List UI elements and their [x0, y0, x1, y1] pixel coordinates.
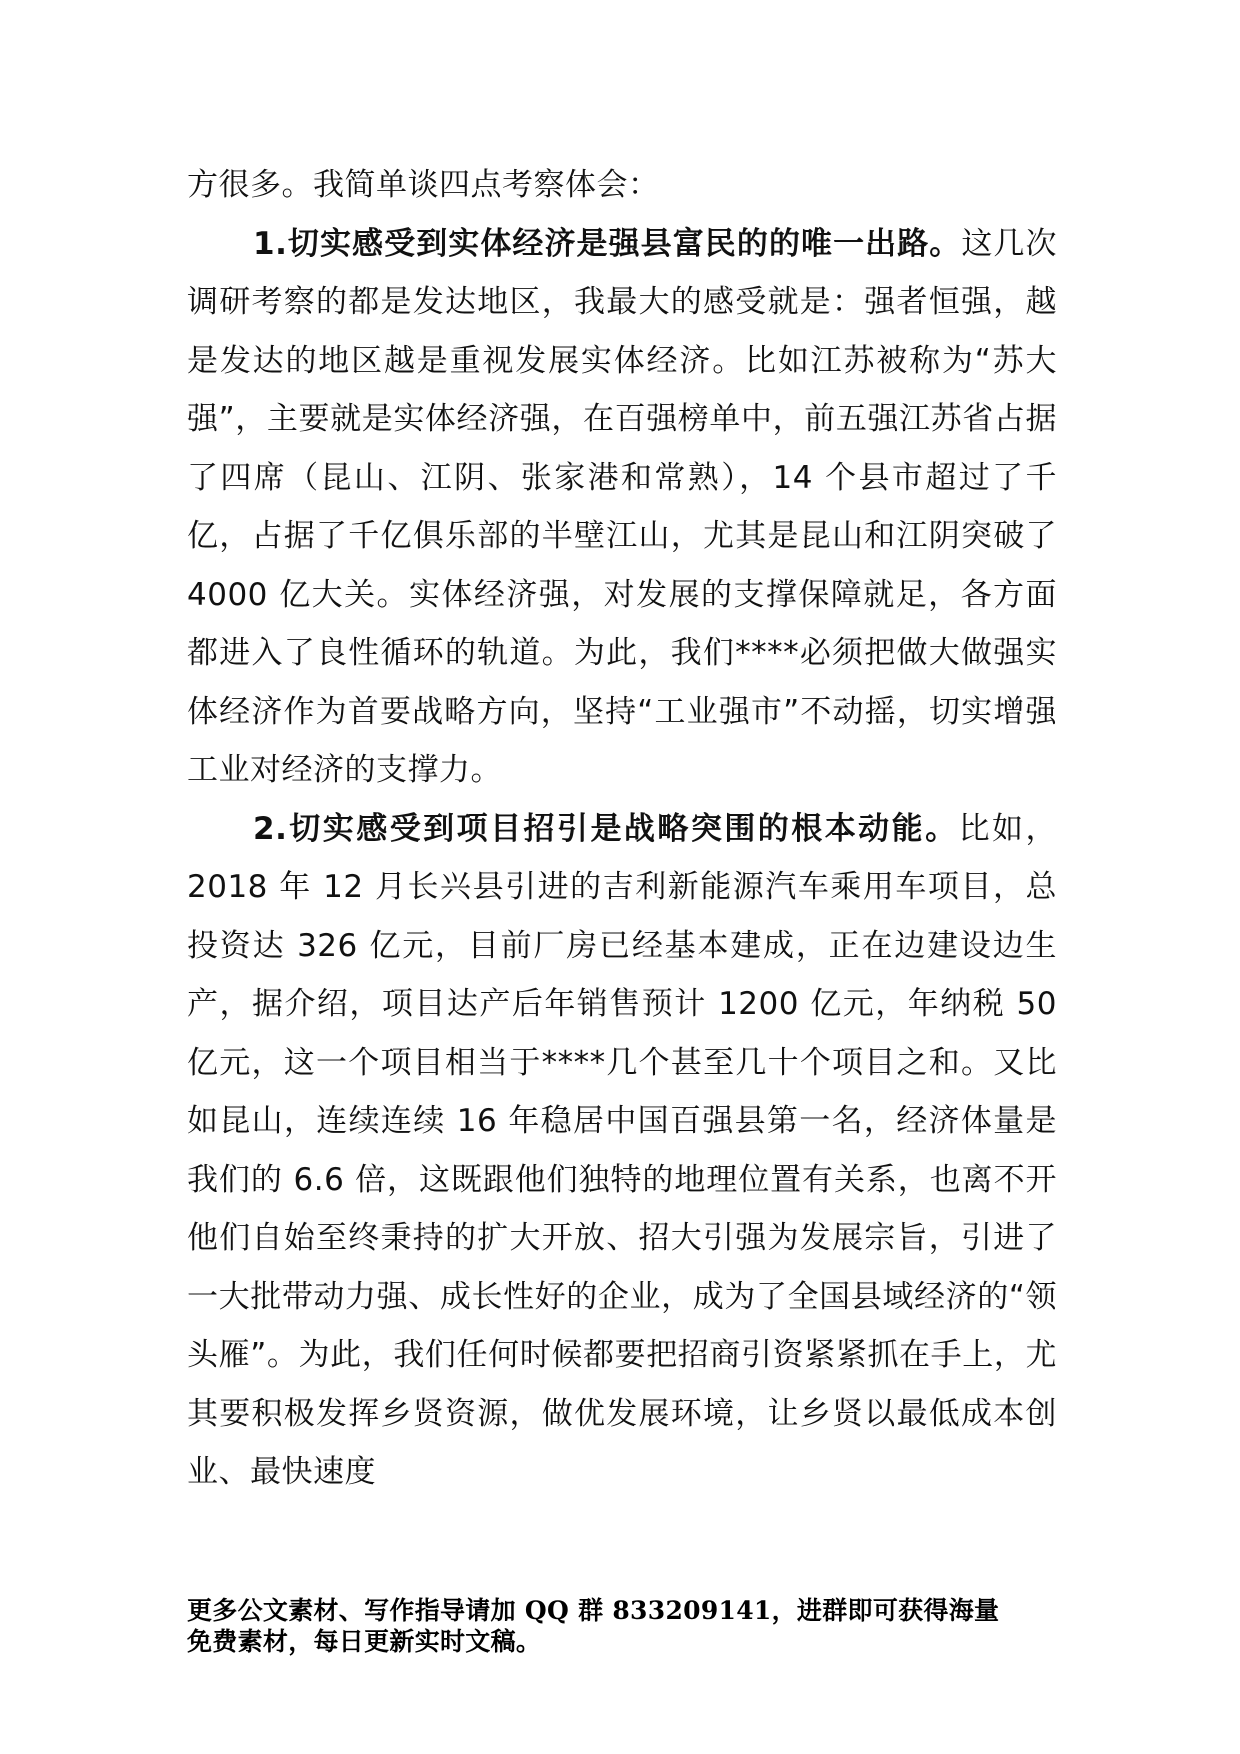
section-1-paragraph	[187, 215, 1057, 800]
footer-promo-note	[187, 1595, 1057, 1657]
document-body	[187, 156, 1057, 1502]
section-2-paragraph	[187, 800, 1057, 1502]
intro-paragraph	[187, 156, 1057, 215]
footer-line-1: 更多公文素材、写作指导请加 QQ 群 833209141，进群即可获得海量	[187, 1596, 1000, 1625]
section-2-body: 比如，2018 年 12 月长兴县引进的吉利新能源汽车乘用车项目，总投资达 326 亿元，目前厂房已经基本建成，正在边建设边生产，据介绍，项目达产后年销售预计 1200 亿元，年纳税 50 亿元，这一个项目相当于****几个甚至几十个项目之和。又比如昆山，连续连续 16 年稳居中国百强县第一名，经济体量是我们的 6.6 倍，这既跟他们独特的地理位置有关系，也离不开他们自始至终秉持的扩大开放、招大引强为发展宗旨，引进了一大批带动力强、成长性好的企业，成为了全国县域经济的“领头雁”。为此，我们任何时候都要把招商引资紧紧抓在手上，尤其要积极发挥乡贤资源，做优发展环境，让乡贤以最低成本创业、最快速度	[187, 810, 1057, 1490]
footer-line-2: 免费素材，每日更新实时文稿。	[187, 1627, 542, 1656]
section-1-heading: 1.切实感受到实体经济是强县富民的的唯一出路。	[253, 225, 962, 262]
intro-text: 方很多。我简单谈四点考察体会：	[187, 167, 660, 203]
section-1-body: 这几次调研考察的都是发达地区，我最大的感受就是：强者恒强，越是发达的地区越是重视发展实体经济。比如江苏被称为“苏大强”，主要就是实体经济强，在百强榜单中，前五强江苏省占据了四席（昆山、江阴、张家港和常熟），14 个县市超过了千亿，占据了千亿俱乐部的半壁江山，尤其是昆山和江阴突破了 4000 亿大关。实体经济强，对发展的支撑保障就足，各方面都进入了良性循环的轨道。为此，我们****必须把做大做强实体经济作为首要战略方向，坚持“工业强市”不动摇，切实增强工业对经济的支撑力。	[187, 225, 1057, 788]
section-2-heading: 2.切实感受到项目招引是战略突围的根本动能。	[253, 810, 959, 847]
